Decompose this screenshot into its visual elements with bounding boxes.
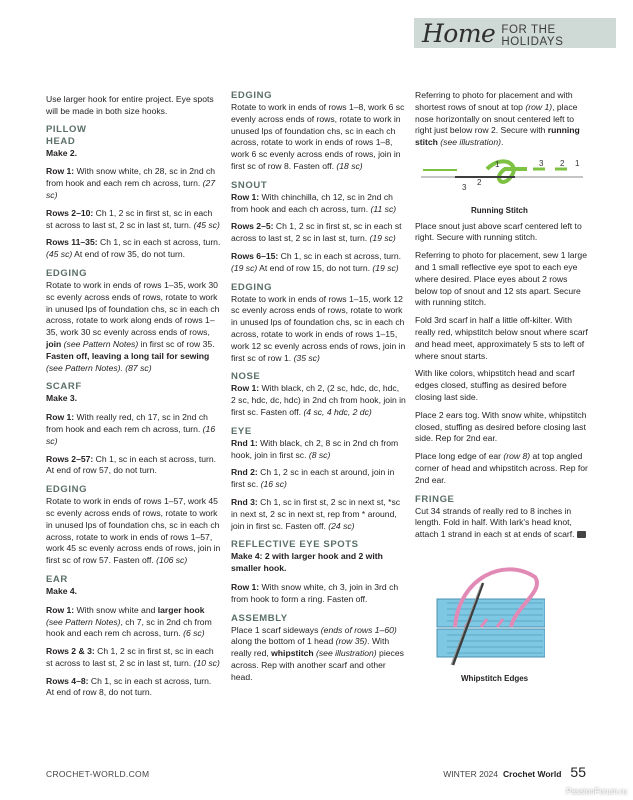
ears-paragraph: Place 2 ears tog. With snow white, whipstitch closed, stuffing as desired before closing last side. Rep for 2nd ear. <box>415 409 587 444</box>
reflective-row-1: Row 1: With snow white, ch 3, join in 3rd ch from hook to form a ring. Fasten off. <box>231 581 399 604</box>
snout-rows-2-5: Rows 2–5: Ch 1, 2 sc in first st, sc in each st across to last st, 2 sc in last st, turn. (19 sc) <box>231 221 402 244</box>
page-number: 55 <box>570 764 586 780</box>
end-of-pattern-icon <box>577 531 586 538</box>
edging-ear-text: Rotate to work in ends of rows 1–8, work 6 sc evenly across ends of rows, rotate to work in unused lps of foundation chs, sc in each ch across, rotate to work in ends of rows 1–8, work 6 sc evenly across ends of rows, join in first sc of row 8. Fasten off. (18 sc) <box>231 102 405 171</box>
running-stitch-illustration <box>415 155 590 217</box>
intro-paragraph: Use larger hook for entire project. Eye spots will be made in both size hooks. <box>46 94 214 116</box>
edging-heading-snout: EDGING <box>231 281 273 293</box>
footer-magazine: Crochet World <box>503 769 562 779</box>
footer-website: CROCHET-WORLD.COM <box>46 769 150 779</box>
head-rows-2-10: Rows 2–10: Ch 1, 2 sc in first st, sc in each st across to last st, 2 sc in last st, turn. (45 sc) <box>46 207 220 230</box>
ear-row-1: Row 1: With snow white and larger hook (see Pattern Notes), ch 7, sc in 2nd ch from hook and each rem ch across, turn. (6 sc) <box>46 604 212 639</box>
edging-heading-head: EDGING <box>46 267 88 279</box>
section-header-tab <box>414 18 616 48</box>
column-3 <box>415 90 590 689</box>
running-stitch-diagram <box>415 155 590 201</box>
whipstitch-diagram <box>415 547 545 669</box>
whipstitch-illustration <box>415 547 590 685</box>
reflective-make: Make 4: 2 with larger hook and 2 with smaller hook. <box>231 551 383 574</box>
head-rows-11-35: Rows 11–35: Ch 1, sc in each st across, turn. (45 sc) At end of row 35, do not turn. <box>46 237 221 260</box>
snout-placement-paragraph: Place snout just above scarf centered left to right. Secure with running stitch. <box>415 220 582 243</box>
column-2 <box>231 90 406 689</box>
column-1 <box>46 94 221 705</box>
header-home-word: Home <box>422 18 496 48</box>
eye-heading: EYE <box>231 425 252 437</box>
head-heading: HEAD <box>46 135 76 147</box>
placement-paragraph: Referring to photo for placement and with shortest rows of snout at top (row 1), place nose horizontally on snout centered left to right just below row 2. Secure with running stitch (see illustration). <box>415 90 580 148</box>
running-num-2: 2 <box>477 177 482 187</box>
head-make: Make 2. <box>46 147 78 158</box>
scarf-fold-paragraph: Fold 3rd scarf in half a little off-kilter. With really red, whipstitch below snout where scarf and head meet, approximately 5 sts to left of where snout starts. <box>415 315 588 361</box>
snout-row-1: Row 1: With chinchilla, ch 12, sc in 2nd ch from hook and each ch across, turn. (11 sc) <box>231 191 397 214</box>
running-num-6: 1 <box>575 158 580 168</box>
running-stitch-caption: Running Stitch <box>471 205 528 215</box>
running-num-1: 3 <box>462 182 467 192</box>
running-num-3: 1 <box>495 159 500 169</box>
ear-make: Make 4. <box>46 585 78 596</box>
scarf-rows-2-57: Rows 2–57: Ch 1, sc in each st across, turn. At end of row 57, do not turn. <box>46 453 217 476</box>
ear-rows-4-8: Rows 4–8: Ch 1, sc in each st across, turn. At end of row 8, do not turn. <box>46 675 212 698</box>
edging-scarf-text: Rotate to work in ends of rows 1–57, work 45 sc evenly across ends of rows, rotate to work in unused lps of foundation chs, sc in each ch across, rotate to work in ends of rows 1–57, work 45 sc evenly across ends of rows, join in first sc of row 57. Fasten off. (106 sc) <box>46 496 221 566</box>
footer-issue <box>443 764 586 780</box>
pillow-heading: PILLOW <box>46 123 87 135</box>
eye-placement-paragraph: Referring to photo for placement, sew 1 large and 1 small reflective eye spot to each eye where desired. Place eyes about 2 rows below top of snout and 12 sts apart. Secure with running stitch. <box>415 250 587 308</box>
watermark: PassionForum.ru <box>566 787 627 796</box>
running-num-5: 2 <box>560 158 565 168</box>
scarf-heading: SCARF <box>46 381 82 393</box>
header-subtitle: FOR THE HOLIDAYS <box>501 24 564 48</box>
reflective-eye-spots-heading: REFLECTIVE EYE SPOTS <box>231 539 359 551</box>
edging-snout-text: Rotate to work in ends of rows 1–15, work 12 sc evenly across ends of rows, rotate to work in unused lps of foundation chs, sc in each ch across, rotate to work in ends of rows 1–15, work 12 sc evenly across ends of rows, join in first sc of row 1. (35 sc) <box>231 293 406 363</box>
assembly-text: Place 1 scarf sideways (ends of rows 1–60) along the bottom of 1 head (row 35). With really red, whipstitch (see illustration) pieces across. Rep with another scarf and other head. <box>231 624 404 682</box>
assembly-heading: ASSEMBLY <box>231 612 288 624</box>
snout-heading: SNOUT <box>231 179 268 191</box>
ear-rows-2-3: Rows 2 & 3: Ch 1, 2 sc in first st, sc in each st across to last st, 2 sc in last st, turn. (10 sc) <box>46 646 220 668</box>
ear-attach-paragraph: Place long edge of ear (row 8) at top angled corner of head and whipstitch across. Rep for 2nd ear. <box>415 451 588 485</box>
snout-rows-6-15: Rows 6–15: Ch 1, sc in each st across, turn. (19 sc) At end of row 15, do not turn. (19 sc) <box>231 250 402 273</box>
whipstitch-caption: Whipstitch Edges <box>461 673 529 683</box>
eye-rnd-1: Rnd 1: With black, ch 2, 8 sc in 2nd ch from hook, join in first sc. (8 sc) <box>231 437 399 460</box>
fringe-text: Cut 34 strands of really red to 8 inches in length. Fold in half. With lark's head knot, attach 1 strand in each st at ends of scarf. <box>415 506 590 541</box>
ear-heading: EAR <box>46 573 68 585</box>
yarn-loop <box>487 161 527 182</box>
nose-row-1: Row 1: With black, ch 2, (2 sc, hdc, dc, hdc, 2 sc, hdc, dc, hdc) in 2nd ch from hook, join in first sc. Fasten off. (4 sc, 4 hdc, 2 dc) <box>231 383 406 417</box>
edging-head-text: Rotate to work in ends of rows 1–35, work 30 sc evenly across ends of rows, rotate to work in unused lps of foundation chs, sc in each ch across, rotate to work along ends of rows 1–35, work 30 sc evenly across ends of rows, join (see Pattern Notes) in first sc of row 35. Fasten off, leaving a long tail for sewing (see Pattern Notes). (87 sc) <box>46 279 220 373</box>
footer-season: WINTER 2024 <box>443 769 499 779</box>
edging-heading-ear: EDGING <box>231 90 273 101</box>
head-row-1: Row 1: With snow white, ch 28, sc in 2nd ch from hook and each rem ch across, turn. (27 sc) <box>46 166 216 200</box>
nose-heading: NOSE <box>231 371 261 383</box>
eye-rnd-3: Rnd 3: Ch 1, sc in first st, 2 sc in next st, *sc in next st, 2 sc in next st, rep from * around, join in first sc. Fasten off. (24 sc) <box>231 496 401 531</box>
running-num-4: 3 <box>539 158 544 168</box>
whipstitch-closed-paragraph: With like colors, whipstitch head and scarf edges closed, stuffing as desired before closing last side. <box>415 368 575 402</box>
scarf-row-1: Row 1: With really red, ch 17, sc in 2nd ch from hook and each rem ch across, turn. (16 sc) <box>46 412 216 446</box>
eye-rnd-2: Rnd 2: Ch 1, 2 sc in each st around, join in first sc. (16 sc) <box>231 467 395 490</box>
scarf-make: Make 3. <box>46 393 78 404</box>
fringe-heading: FRINGE <box>415 493 455 505</box>
edging-heading-scarf: EDGING <box>46 484 88 496</box>
